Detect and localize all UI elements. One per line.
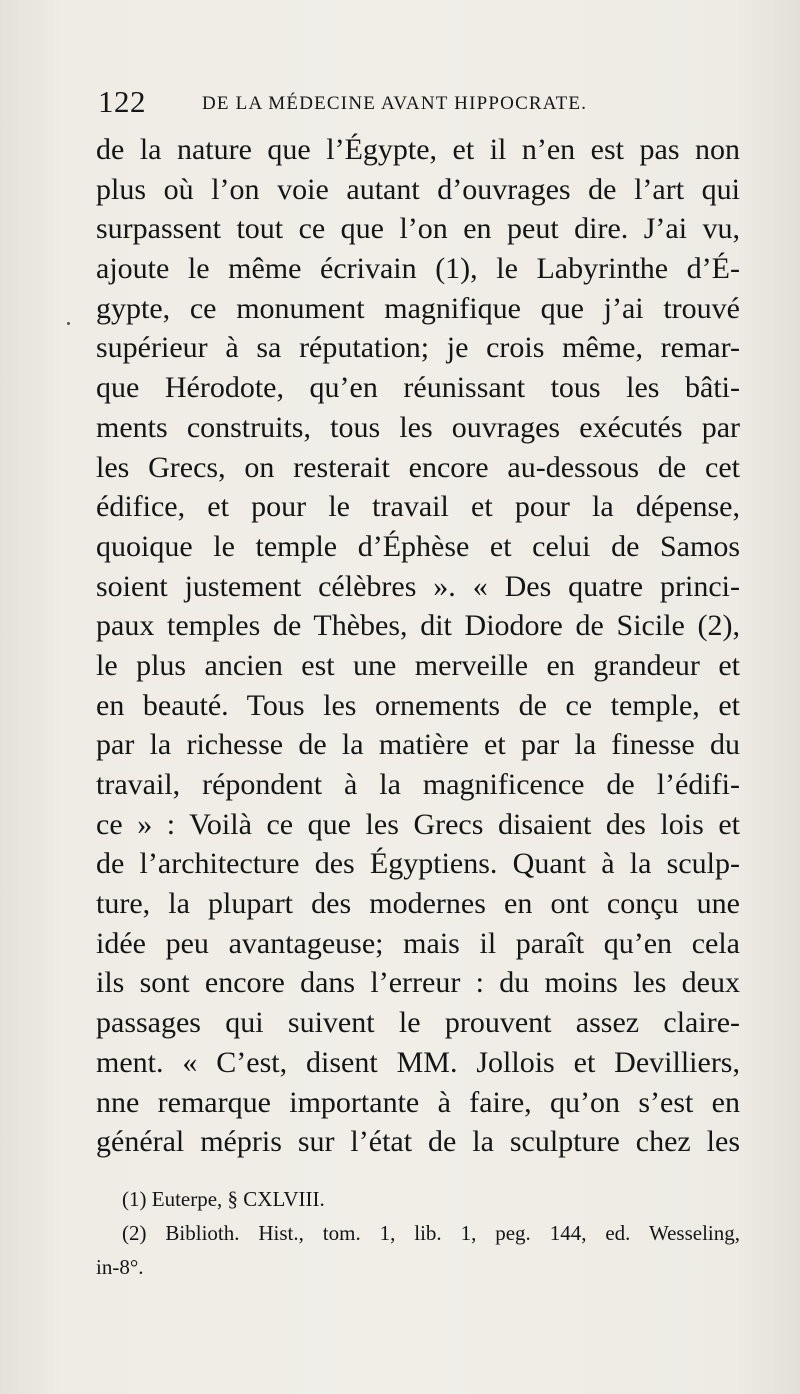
- text-line: par la richesse de la matière et par la finesse du: [96, 728, 740, 762]
- text-line: quoique le temple d’Éphèse et celui de Samos: [96, 529, 740, 563]
- text-line: en beauté. Tous les ornements de ce temple, et: [96, 688, 740, 722]
- text-line: ment. « C’est, disent MM. Jollois et Devilliers,: [96, 1045, 740, 1079]
- text-line: passages qui suivent le prouvent assez claire-: [96, 1006, 740, 1040]
- text-line: plus où l’on voie autant d’ouvrages de l’art qui: [96, 172, 740, 206]
- paper-speck: [67, 322, 70, 325]
- footnote-2: (2) Biblioth. Hist., tom. 1, lib. 1, peg. 144, ed. Wesseling,: [122, 1221, 740, 1245]
- text-line: ture, la plupart des modernes en ont conçu une: [96, 887, 740, 921]
- text-line: supérieur à sa réputation; je crois même, remar-: [96, 331, 740, 365]
- text-line: édifice, et pour le travail et pour la dépense,: [96, 490, 740, 524]
- text-line: ce » : Voilà ce que les Grecs disaient des lois et: [96, 807, 740, 841]
- text-line: ments construits, tous les ouvrages exécutés par: [96, 410, 740, 444]
- text-line: de la nature que l’Égypte, et il n’en est pas non: [96, 133, 740, 166]
- text-line: travail, répondent à la magnificence de l’édifi-: [96, 768, 740, 801]
- footnote-2-continuation: in-8°.: [96, 1255, 144, 1279]
- text-line: ils sont encore dans l’erreur : du moins les deux: [96, 966, 740, 1000]
- text-line: soient justement célèbres ». « Des quatre princi-: [96, 569, 740, 603]
- text-line: que Hérodote, qu’en réunissant tous les bâti-: [96, 371, 740, 405]
- text-line: les Grecs, on resterait encore au-dessous de cet: [96, 450, 740, 484]
- footnote-1: (1) Euterpe, § CXLVIII.: [122, 1187, 325, 1211]
- page-number: 122: [98, 84, 146, 119]
- text-line: de l’architecture des Égyptiens. Quant à la sculp-: [96, 847, 740, 881]
- text-line: surpassent tout ce que l’on en peut dire. J’ai vu,: [96, 212, 740, 246]
- text-line: nne remarque importante à faire, qu’on s’est en: [96, 1085, 740, 1119]
- text-line: gypte, ce monument magnifique que j’ai trouvé: [96, 291, 740, 325]
- body-text: [96, 130, 740, 1162]
- text-line: idée peu avantageuse; mais il paraît qu’en cela: [96, 926, 740, 960]
- text-line: général mépris sur l’état de la sculpture chez les: [96, 1125, 740, 1159]
- footnotes: [96, 1182, 740, 1284]
- text-line: paux temples de Thèbes, dit Diodore de Sicile (2),: [96, 609, 740, 643]
- running-head: [98, 84, 738, 124]
- text-line: le plus ancien est une merveille en grandeur et: [96, 648, 740, 682]
- running-title: DE LA MÉDECINE AVANT HIPPOCRATE.: [202, 93, 588, 114]
- text-line: ajoute le même écrivain (1), le Labyrinthe d’É-: [96, 252, 740, 286]
